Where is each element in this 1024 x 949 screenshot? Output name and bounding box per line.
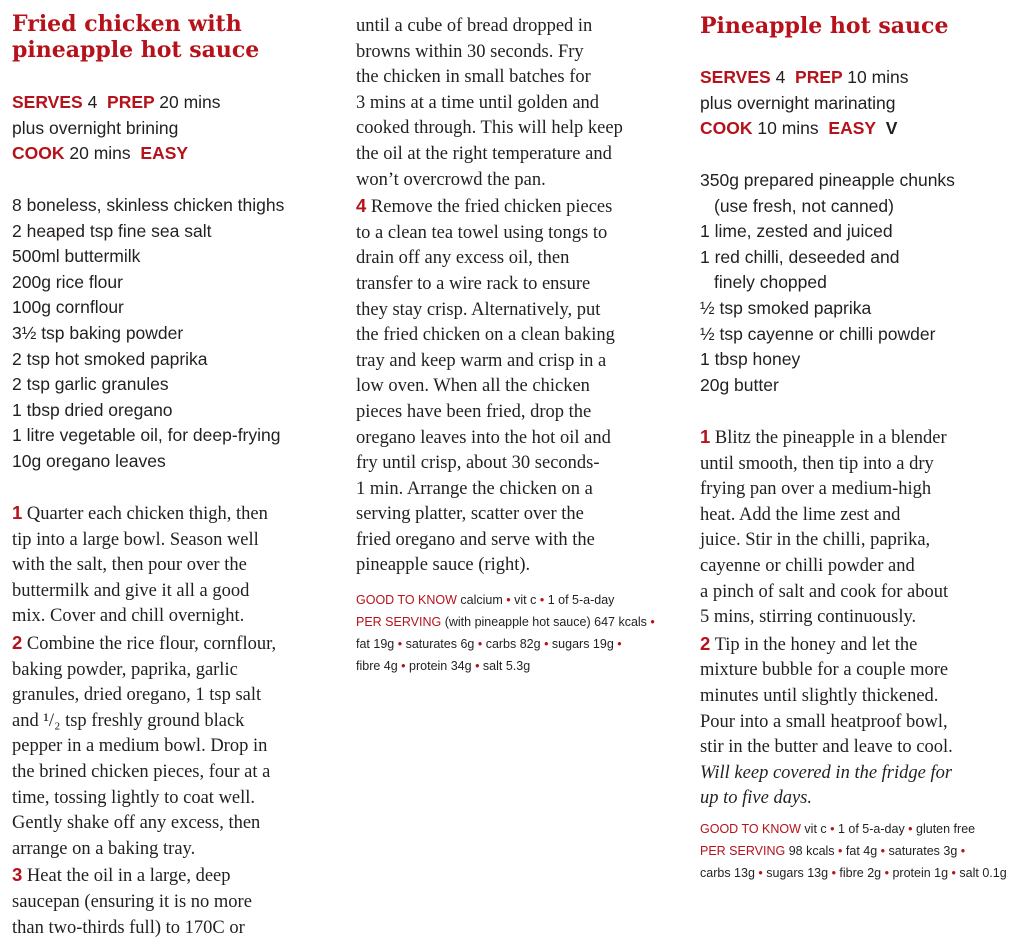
method-line xyxy=(356,502,676,528)
step-number: 2 xyxy=(12,631,23,653)
step-text: minutes until slightly thickened. xyxy=(700,685,939,706)
good-to-know-item: vit c xyxy=(514,593,537,607)
bullet-separator: • xyxy=(904,822,917,836)
step-number: 1 xyxy=(700,426,711,447)
good-to-know-item: calcium xyxy=(460,593,503,607)
ingredient-item: 1 tbsp honey xyxy=(700,349,801,370)
good-to-know-label: GOOD TO KNOW xyxy=(700,822,801,836)
method-line xyxy=(356,14,676,40)
step-text: frying pan over a medium-high xyxy=(700,479,932,500)
step-text: low oven. When all the chicken xyxy=(356,376,590,397)
method-line xyxy=(12,760,332,786)
method-line xyxy=(12,786,332,812)
storage-note: Will keep covered in the fridge for xyxy=(700,762,953,783)
prep-label: PREP xyxy=(795,67,843,87)
ingredients-list xyxy=(700,168,1020,398)
serves-label: SERVES xyxy=(12,92,83,112)
nutrition-value: saturates 3g xyxy=(888,844,958,858)
title-line: Fried chicken with xyxy=(12,11,242,37)
step-text: heat. Add the lime zest and xyxy=(700,504,901,525)
step-text: stir in the butter and leave to cool. xyxy=(700,737,953,758)
nutrition-info xyxy=(700,818,1020,884)
step-text: 1 min. Arrange the chicken on a xyxy=(356,478,593,499)
method-line xyxy=(700,658,1020,684)
bullet-separator: • xyxy=(826,822,838,836)
method-line xyxy=(700,631,1020,659)
method-line xyxy=(12,683,332,709)
per-serving-line xyxy=(700,840,1020,862)
step-text: serving platter, scatter over the xyxy=(356,504,584,525)
step-text: Gently shake off any excess, then xyxy=(12,813,261,834)
nutrition-value: carbs 82g xyxy=(485,637,541,651)
cook-value: 10 mins xyxy=(757,118,819,139)
method-column-1 xyxy=(12,500,332,941)
method-line xyxy=(12,658,332,684)
difficulty: EASY xyxy=(828,118,877,139)
ingredient-item: 1 litre vegetable oil, for deep-frying xyxy=(12,425,281,446)
step-text: buttermilk and give it all a good xyxy=(12,580,250,601)
method-line xyxy=(356,246,676,272)
step-text: pepper in a medium bowl. Drop in xyxy=(12,736,268,757)
step-text: arrange on a baking tray. xyxy=(12,838,196,859)
ingredient-item: 2 heaped tsp fine sea salt xyxy=(12,220,212,241)
method-line xyxy=(356,298,676,324)
prep-value: 20 mins xyxy=(159,92,221,112)
method-line xyxy=(700,554,1020,580)
method-line xyxy=(700,684,1020,710)
step-text: mix. Cover and chill overnight. xyxy=(12,606,245,627)
ingredient-item: 100g cornflour xyxy=(12,297,124,318)
nutrition-value: fibre 2g xyxy=(839,866,882,880)
ingredient-item: 500ml buttermilk xyxy=(12,246,141,267)
step-text: pieces have been fried, drop the xyxy=(356,401,592,422)
step-text: browns within 30 seconds. Fry xyxy=(356,41,584,62)
nutrition-value: carbs 13g xyxy=(700,866,755,880)
bullet-separator: • xyxy=(948,866,960,880)
bullet-separator: • xyxy=(957,844,966,858)
step-text: Blitz the pineapple in a blender xyxy=(714,428,947,448)
good-to-know-item: 1 of 5-a-day xyxy=(547,593,615,607)
method-line xyxy=(700,477,1020,503)
method-line xyxy=(356,40,676,66)
cook-value: 20 mins xyxy=(69,143,131,164)
method-line xyxy=(356,142,676,168)
ingredient-item: 350g prepared pineapple chunks xyxy=(700,170,955,190)
step-text: a pinch of salt and cook for about xyxy=(700,581,949,602)
ingredient-item: ½ tsp smoked paprika xyxy=(700,297,872,318)
method-line xyxy=(12,734,332,760)
method-line xyxy=(12,862,332,890)
ingredient-item: 200g rice flour xyxy=(12,271,123,292)
method-line xyxy=(12,837,332,863)
step-text: fried oregano and serve with the xyxy=(356,529,595,550)
bullet-separator: • xyxy=(502,593,515,607)
recipe-title: Pineapple hot sauce xyxy=(700,13,949,39)
step-text: won’t overcrowd the pan. xyxy=(356,169,546,190)
bullet-separator: • xyxy=(828,866,840,880)
method-line xyxy=(700,580,1020,606)
prep-value: 10 mins xyxy=(847,67,909,87)
ingredient-item: 20g butter xyxy=(700,374,779,395)
method-column-2 xyxy=(356,14,676,579)
step-text: Combine the rice flour, cornflour, xyxy=(26,633,277,654)
step-text: Heat the oil in a large, deep xyxy=(26,866,231,887)
per-serving-line xyxy=(356,655,676,677)
step-text: to a clean tea towel using tongs to xyxy=(356,222,608,243)
method-line xyxy=(356,528,676,554)
nutrition-value: salt 0.1g xyxy=(959,866,1007,880)
bullet-separator: • xyxy=(877,844,889,858)
method-line xyxy=(356,349,676,375)
step-text: they stay crisp. Alternatively, put xyxy=(356,299,601,320)
ingredient-item: (use fresh, not canned) xyxy=(714,195,894,216)
step-text: pineapple sauce (right). xyxy=(356,555,531,576)
ingredient-item: 1 lime, zested and juiced xyxy=(700,221,893,242)
method-line xyxy=(12,528,332,554)
nutrition-value: protein 34g xyxy=(409,659,472,673)
ingredient-item: 1 tbsp dried oregano xyxy=(12,399,173,420)
method-line xyxy=(700,605,1020,631)
step-number: 1 xyxy=(12,502,23,523)
per-serving-line xyxy=(356,611,676,633)
method-line xyxy=(700,710,1020,736)
recipe-title xyxy=(12,11,332,63)
step-text: 3 mins at a time until golden and xyxy=(356,92,600,113)
ingredient-item: 1 red chilli, deseeded and xyxy=(700,246,900,267)
method-line xyxy=(12,553,332,579)
step-text: mixture bubble for a couple more xyxy=(700,660,949,681)
bullet-separator: • xyxy=(471,659,483,673)
method-line xyxy=(356,272,676,298)
step-text: Tip in the honey and let the xyxy=(714,634,918,655)
good-to-know-item: 1 of 5-a-day xyxy=(837,822,905,836)
nutrition-value: saturates 6g xyxy=(405,637,475,651)
step-text: cayenne or chilli powder and xyxy=(700,555,915,576)
method-line xyxy=(12,890,332,916)
method-line xyxy=(356,553,676,579)
step-text: the chicken in small batches for xyxy=(356,67,591,88)
ingredients-list xyxy=(12,193,332,475)
step-text: saucepan (ensuring it is no more xyxy=(12,891,252,912)
step-text: cooked through. This will help keep xyxy=(356,118,623,139)
method-line xyxy=(12,604,332,630)
nutrition-value: fat 4g xyxy=(845,844,878,858)
serves-value: 4 xyxy=(775,67,786,87)
method-line xyxy=(356,221,676,247)
bullet-separator: • xyxy=(536,593,548,607)
good-to-know-item: gluten free xyxy=(916,822,976,836)
nutrition-value: 647 kcals xyxy=(594,615,647,629)
cook-label: COOK xyxy=(700,118,753,139)
step-text: drain off any excess oil, then xyxy=(356,248,570,269)
ingredient-item: 8 boneless, skinless chicken thighs xyxy=(12,195,285,215)
method-line xyxy=(12,630,332,658)
prep-extra: plus overnight marinating xyxy=(700,92,896,113)
method-line xyxy=(356,65,676,91)
step-text: Remove the fried chicken pieces xyxy=(370,197,613,218)
step-text: the brined chicken pieces, four at a xyxy=(12,761,271,782)
step-text: time, tossing lightly to coat well. xyxy=(12,787,256,808)
method-line xyxy=(356,91,676,117)
method-line xyxy=(356,168,676,194)
nutrition-value: protein 1g xyxy=(892,866,949,880)
method-line xyxy=(700,452,1020,478)
method-line xyxy=(12,500,332,528)
step-text: until a cube of bread dropped in xyxy=(356,16,593,36)
step-text: transfer to a wire rack to ensure xyxy=(356,273,591,294)
bullet-separator: • xyxy=(646,615,655,629)
step-text: tray and keep warm and crisp in a xyxy=(356,350,607,371)
method-line xyxy=(356,323,676,349)
method-line xyxy=(356,116,676,142)
method-line xyxy=(356,451,676,477)
bullet-separator: • xyxy=(834,844,846,858)
method-line xyxy=(12,811,332,837)
step-text: fry until crisp, about 30 seconds- xyxy=(356,453,600,474)
step-text: Pour into a small heatproof bowl, xyxy=(700,711,948,732)
per-serving-label: PER SERVING xyxy=(700,844,786,858)
step-text: tip into a large bowl. Season well xyxy=(12,529,259,550)
serves-label: SERVES xyxy=(700,67,771,87)
step-number: 4 xyxy=(356,195,367,217)
step-text: than two-thirds full) to 170C or xyxy=(12,917,245,938)
bullet-separator: • xyxy=(474,637,486,651)
recipe-meta xyxy=(700,65,1020,142)
ingredient-item: 2 tsp garlic granules xyxy=(12,374,169,395)
bullet-separator: • xyxy=(397,659,410,673)
per-serving-line xyxy=(356,633,676,655)
good-to-know-line xyxy=(356,589,676,611)
ingredient-item: ½ tsp cayenne or chilli powder xyxy=(700,323,936,344)
step-text: oregano leaves into the hot oil and xyxy=(356,427,611,448)
method-line xyxy=(12,916,332,942)
method-line xyxy=(12,579,332,605)
storage-note: up to five days. xyxy=(700,788,813,809)
prep-extra: plus overnight brining xyxy=(12,117,179,138)
vegetarian-badge: V xyxy=(885,118,898,139)
bullet-separator: • xyxy=(540,637,552,651)
cook-label: COOK xyxy=(12,143,65,164)
method-line xyxy=(700,735,1020,761)
good-to-know-label: GOOD TO KNOW xyxy=(356,593,457,607)
good-to-know-item: vit c xyxy=(804,822,827,836)
step-number: 2 xyxy=(700,632,711,654)
nutrition-value: 98 kcals xyxy=(788,844,835,858)
method-line xyxy=(356,477,676,503)
method-column-3 xyxy=(700,424,1020,812)
bullet-separator: • xyxy=(881,866,893,880)
ingredient-item: 3½ tsp baking powder xyxy=(12,322,184,343)
recipe-meta xyxy=(12,90,332,167)
step-text: Quarter each chicken thigh, then xyxy=(26,504,268,524)
step-text: the oil at the right temperature and xyxy=(356,143,612,164)
method-line xyxy=(356,426,676,452)
step-text: until smooth, then tip into a dry xyxy=(700,453,934,474)
per-serving-label: PER SERVING xyxy=(356,615,442,629)
step-text: 5 mins, stirring continuously. xyxy=(700,607,917,628)
ingredient-item: finely chopped xyxy=(714,272,827,293)
nutrition-value: fibre 4g xyxy=(356,659,398,673)
method-line xyxy=(700,503,1020,529)
prep-label: PREP xyxy=(107,92,155,112)
step-text: with the salt, then pour over the xyxy=(12,555,247,576)
step-text: juice. Stir in the chilli, paprika, xyxy=(700,530,931,551)
method-line xyxy=(700,528,1020,554)
step-text: granules, dried oregano, 1 tsp salt xyxy=(12,685,262,706)
nutrition-value: fat 19g xyxy=(356,637,395,651)
bullet-separator: • xyxy=(754,866,767,880)
step-number: 3 xyxy=(12,864,23,886)
bullet-separator: • xyxy=(613,637,622,651)
method-line xyxy=(356,193,676,221)
per-serving-line xyxy=(700,862,1020,884)
ingredient-item: 10g oregano leaves xyxy=(12,450,166,471)
title-line: pineapple hot sauce xyxy=(12,37,260,63)
bullet-separator: • xyxy=(394,637,406,651)
method-line xyxy=(356,400,676,426)
nutrition-info xyxy=(356,589,676,677)
difficulty: EASY xyxy=(140,143,189,164)
nutrition-value: sugars 19g xyxy=(551,637,614,651)
nutrition-value: sugars 13g xyxy=(766,866,829,880)
method-line xyxy=(356,374,676,400)
serves-value: 4 xyxy=(87,92,98,112)
step-text: baking powder, paprika, garlic xyxy=(12,659,238,680)
method-line xyxy=(12,709,332,735)
ingredient-item: 2 tsp hot smoked paprika xyxy=(12,348,208,369)
method-line xyxy=(700,424,1020,452)
per-serving-note: (with pineapple hot sauce) xyxy=(444,615,591,629)
good-to-know-line xyxy=(700,818,1020,840)
step-text: the fried chicken on a clean baking xyxy=(356,325,615,346)
nutrition-value: salt 5.3g xyxy=(482,659,531,673)
step-text: and ¹/₂ tsp freshly ground black xyxy=(12,710,245,731)
